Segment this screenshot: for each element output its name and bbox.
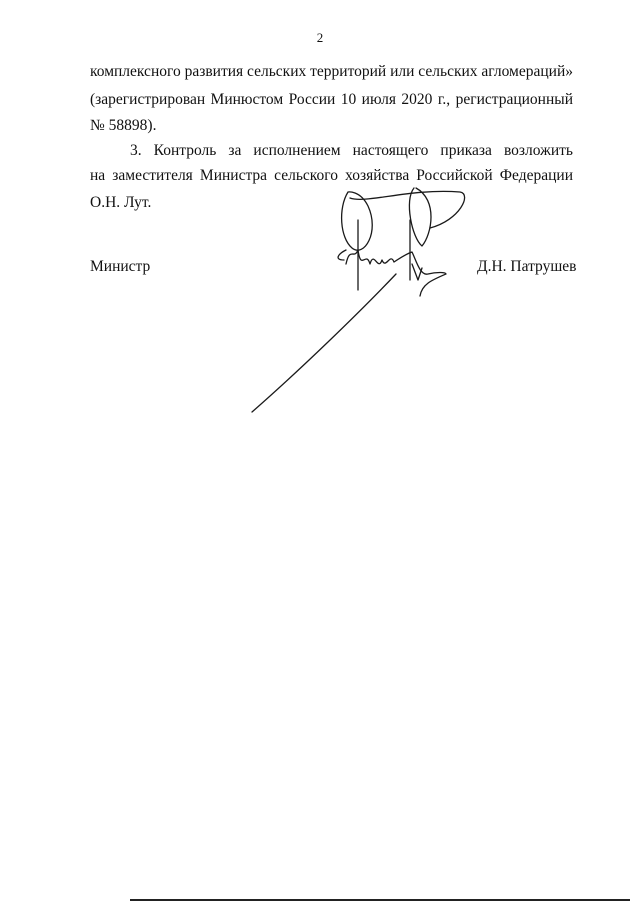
paragraph-2-line-1: 3. Контроль за исполнением настоящего приказа возложить	[130, 142, 573, 159]
scan-edge-line	[130, 899, 630, 901]
paragraph-1-line-3: № 58898).	[90, 117, 157, 134]
paragraph-1-line-1: комплексного развития сельских территорий или сельских агломераций»	[90, 63, 573, 80]
handwritten-signature	[240, 180, 480, 420]
signatory-title: Министр	[90, 258, 151, 275]
paragraph-2-line-2: на заместителя Министра сельского хозяйства Российской Федерации	[90, 167, 573, 184]
signatory-name: Д.Н. Патрушев	[477, 258, 577, 275]
paragraph-2-line-3: О.Н. Лут.	[90, 194, 152, 211]
page-number: 2	[316, 30, 324, 45]
paragraph-1-line-2: (зарегистрирован Минюстом России 10 июля 2020 г., регистрационный	[90, 91, 573, 108]
